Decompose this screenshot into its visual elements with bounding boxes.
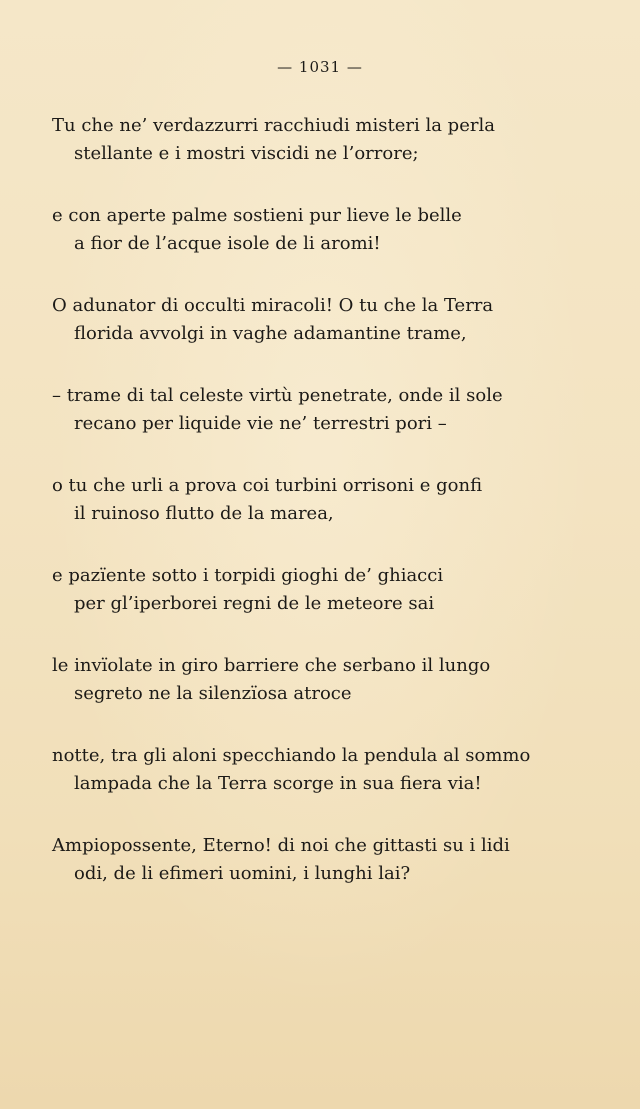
verse-line: o tu che urli a prova coi turbini orrisoni e gonfi (52, 475, 483, 496)
verse-line-indented: a fior de l’acque isole de li aromi! (74, 233, 381, 254)
verse-line-indented: il ruinoso flutto de la marea, (74, 503, 334, 524)
verse-line-indented: per gl’iperborei regni de le meteore sai (74, 593, 435, 614)
stanza (52, 472, 612, 528)
verse-line-indented: stellante e i mostri viscidi ne l’orrore; (74, 143, 419, 164)
stanza (52, 112, 612, 168)
verse-line: Tu che ne’ verdazzurri racchiudi misteri la perla (52, 115, 495, 136)
stanza (52, 382, 612, 438)
verse-line: le invïolate in giro barriere che serbano il lungo (52, 655, 491, 676)
stanza (52, 202, 612, 258)
page-number: — 1031 — (277, 58, 363, 76)
verse-line: e con aperte palme sostieni pur lieve le belle (52, 205, 462, 226)
verse-line: O adunator di occulti miracoli! O tu che la Terra (52, 295, 494, 316)
verse-line-indented: odi, de li efimeri uomini, i lunghi lai? (74, 863, 411, 884)
stanza (52, 652, 612, 708)
verse-line-indented: lampada che la Terra scorge in sua fiera via! (74, 773, 482, 794)
stanza (52, 562, 612, 618)
verse-line: Ampiopossente, Eterno! di noi che gittasti su i lidi (52, 835, 510, 856)
verse-line: – trame di tal celeste virtù penetrate, onde il sole (52, 385, 503, 406)
verse-line: e pazïente sotto i torpidi gioghi de’ ghiacci (52, 565, 444, 586)
poem-body (52, 112, 612, 922)
verse-line-indented: recano per liquide vie ne’ terrestri pori – (74, 413, 447, 434)
verse-line-indented: segreto ne la silenzïosa atroce (74, 683, 352, 704)
stanza (52, 742, 612, 798)
verse-line: notte, tra gli aloni specchiando la pendula al sommo (52, 745, 531, 766)
stanza (52, 832, 612, 888)
stanza (52, 292, 612, 348)
verse-line-indented: florida avvolgi in vaghe adamantine trame, (74, 323, 467, 344)
